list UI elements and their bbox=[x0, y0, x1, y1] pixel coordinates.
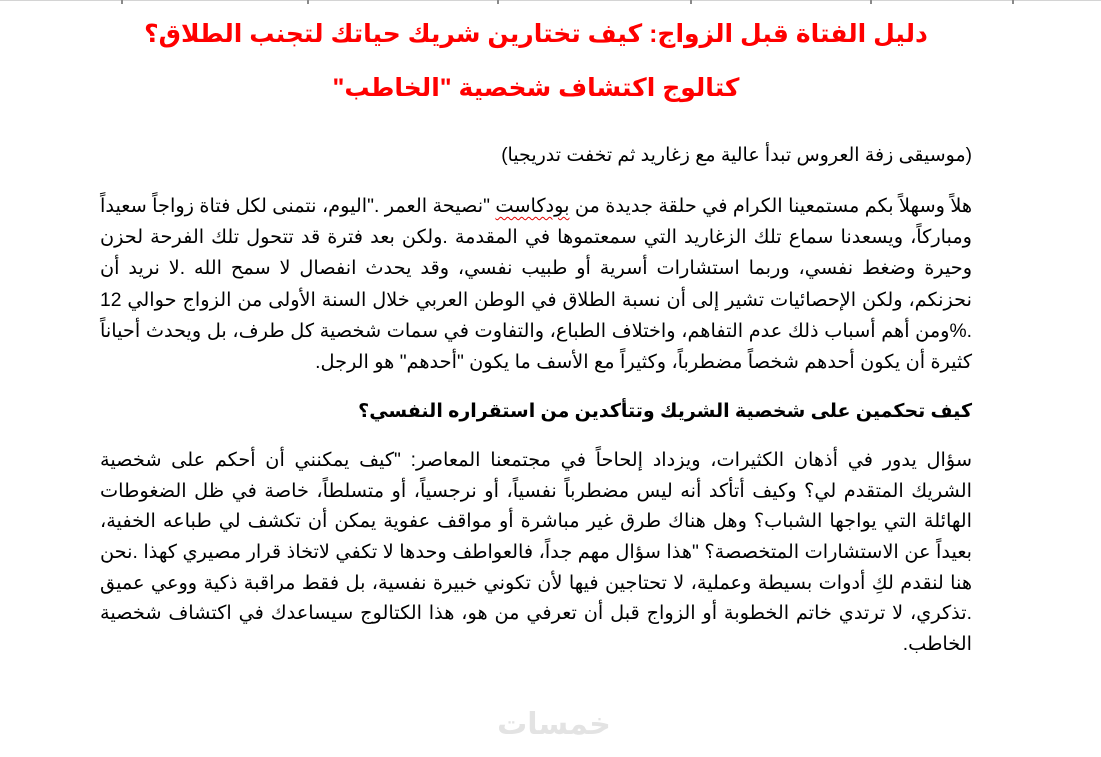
stage-direction: (موسيقى زفة العروس تبدأ عالية مع زغاريد ثم تخفت تدريجيا) bbox=[501, 145, 972, 166]
spelling-flagged-word[interactable]: بودكاست bbox=[495, 196, 570, 217]
watermark-logo: خمسات bbox=[497, 708, 611, 741]
intro-text-rest: "نصيحة العمر ."اليوم، نتمنى لكل فتاة زواجاً سعيداً ومباركاً، ويسعدنا سماع تلك الزغاريد التي سمعتموها في المقدمة .ولكن بعد فترة قد تتحول تلك الفرحة لحزن وحيرة وضغط نفسي، وربما استشارات أسرية أو طبيب نفسي، وقد يحدث انفصال لا سمح الله .لا نريد أن نحزنكم، ولكن الإحصائيات تشير إلى أن نسبة الطلاق في الوطن العربي خلال السنة الأولى من الزواج حوالي 12 .%ومن أهم أسباب ذلك عدم التفاهم، واختلاف الطباع، والتفاوت في سمات شخصية كل طرف، بل ويحدث أحياناً كثيرة أن يكون أحدهم شخصاً مضطرباً، وكثيراً مع الأسف ما يكون "أحدهم" هو الرجل. bbox=[100, 196, 972, 374]
intro-text-start: هلاً وسهلاً بكم مستمعينا الكرام في حلقة جديدة من bbox=[569, 196, 972, 217]
document-title: دليل الفتاة قبل الزواج: كيف تختارين شريك حياتك لتجنب الطلاق؟ bbox=[144, 20, 928, 48]
section-paragraph: سؤال يدور في أذهان الكثيرات، ويزداد إلحاحاً في مجتمعنا المعاصر: "كيف يمكنني أن أحكم على شخصية الشريك المتقدم لي؟ وكيف أتأكد أنه ليس مضطرباً نفسياً، أو نرجسياً، أو متسلطاً، خاصة في ظل الضغوطات الهائلة التي يواجها الشباب؟ وهل هناك طرق غير مباشرة أو مواقف عفوية يمكن أن تكشف لي طباعه الخفية، بعيداً عن الاستشارات المتخصصة؟ "هذا سؤال مهم جداً، فالعواطف وحدها لا تكفي لاتخاذ قرار مصيري كهذا .نحن هنا لنقدم لكِ أدوات بسيطة وعملية، لا تحتاجين فيها لأن تكوني خبيرة نفسية، بل فقط مراقبة ذكية ووعي عميق .تذكري، لا ترتدي خاتم الخطوبة أو الزواج قبل أن تعرفي من هو، هذا الكتالوج سيساعدك في اكتشاف شخصية الخاطب. bbox=[100, 450, 972, 655]
section-heading: كيف تحكمين على شخصية الشريك وتتأكدين من استقراره النفسي؟ bbox=[358, 401, 972, 423]
intro-paragraph bbox=[100, 191, 972, 378]
document-subtitle: كتالوج اكتشاف شخصية "الخاطب" bbox=[332, 74, 740, 102]
document-body[interactable] bbox=[100, 14, 972, 660]
ruler-marks bbox=[0, 0, 1101, 5]
